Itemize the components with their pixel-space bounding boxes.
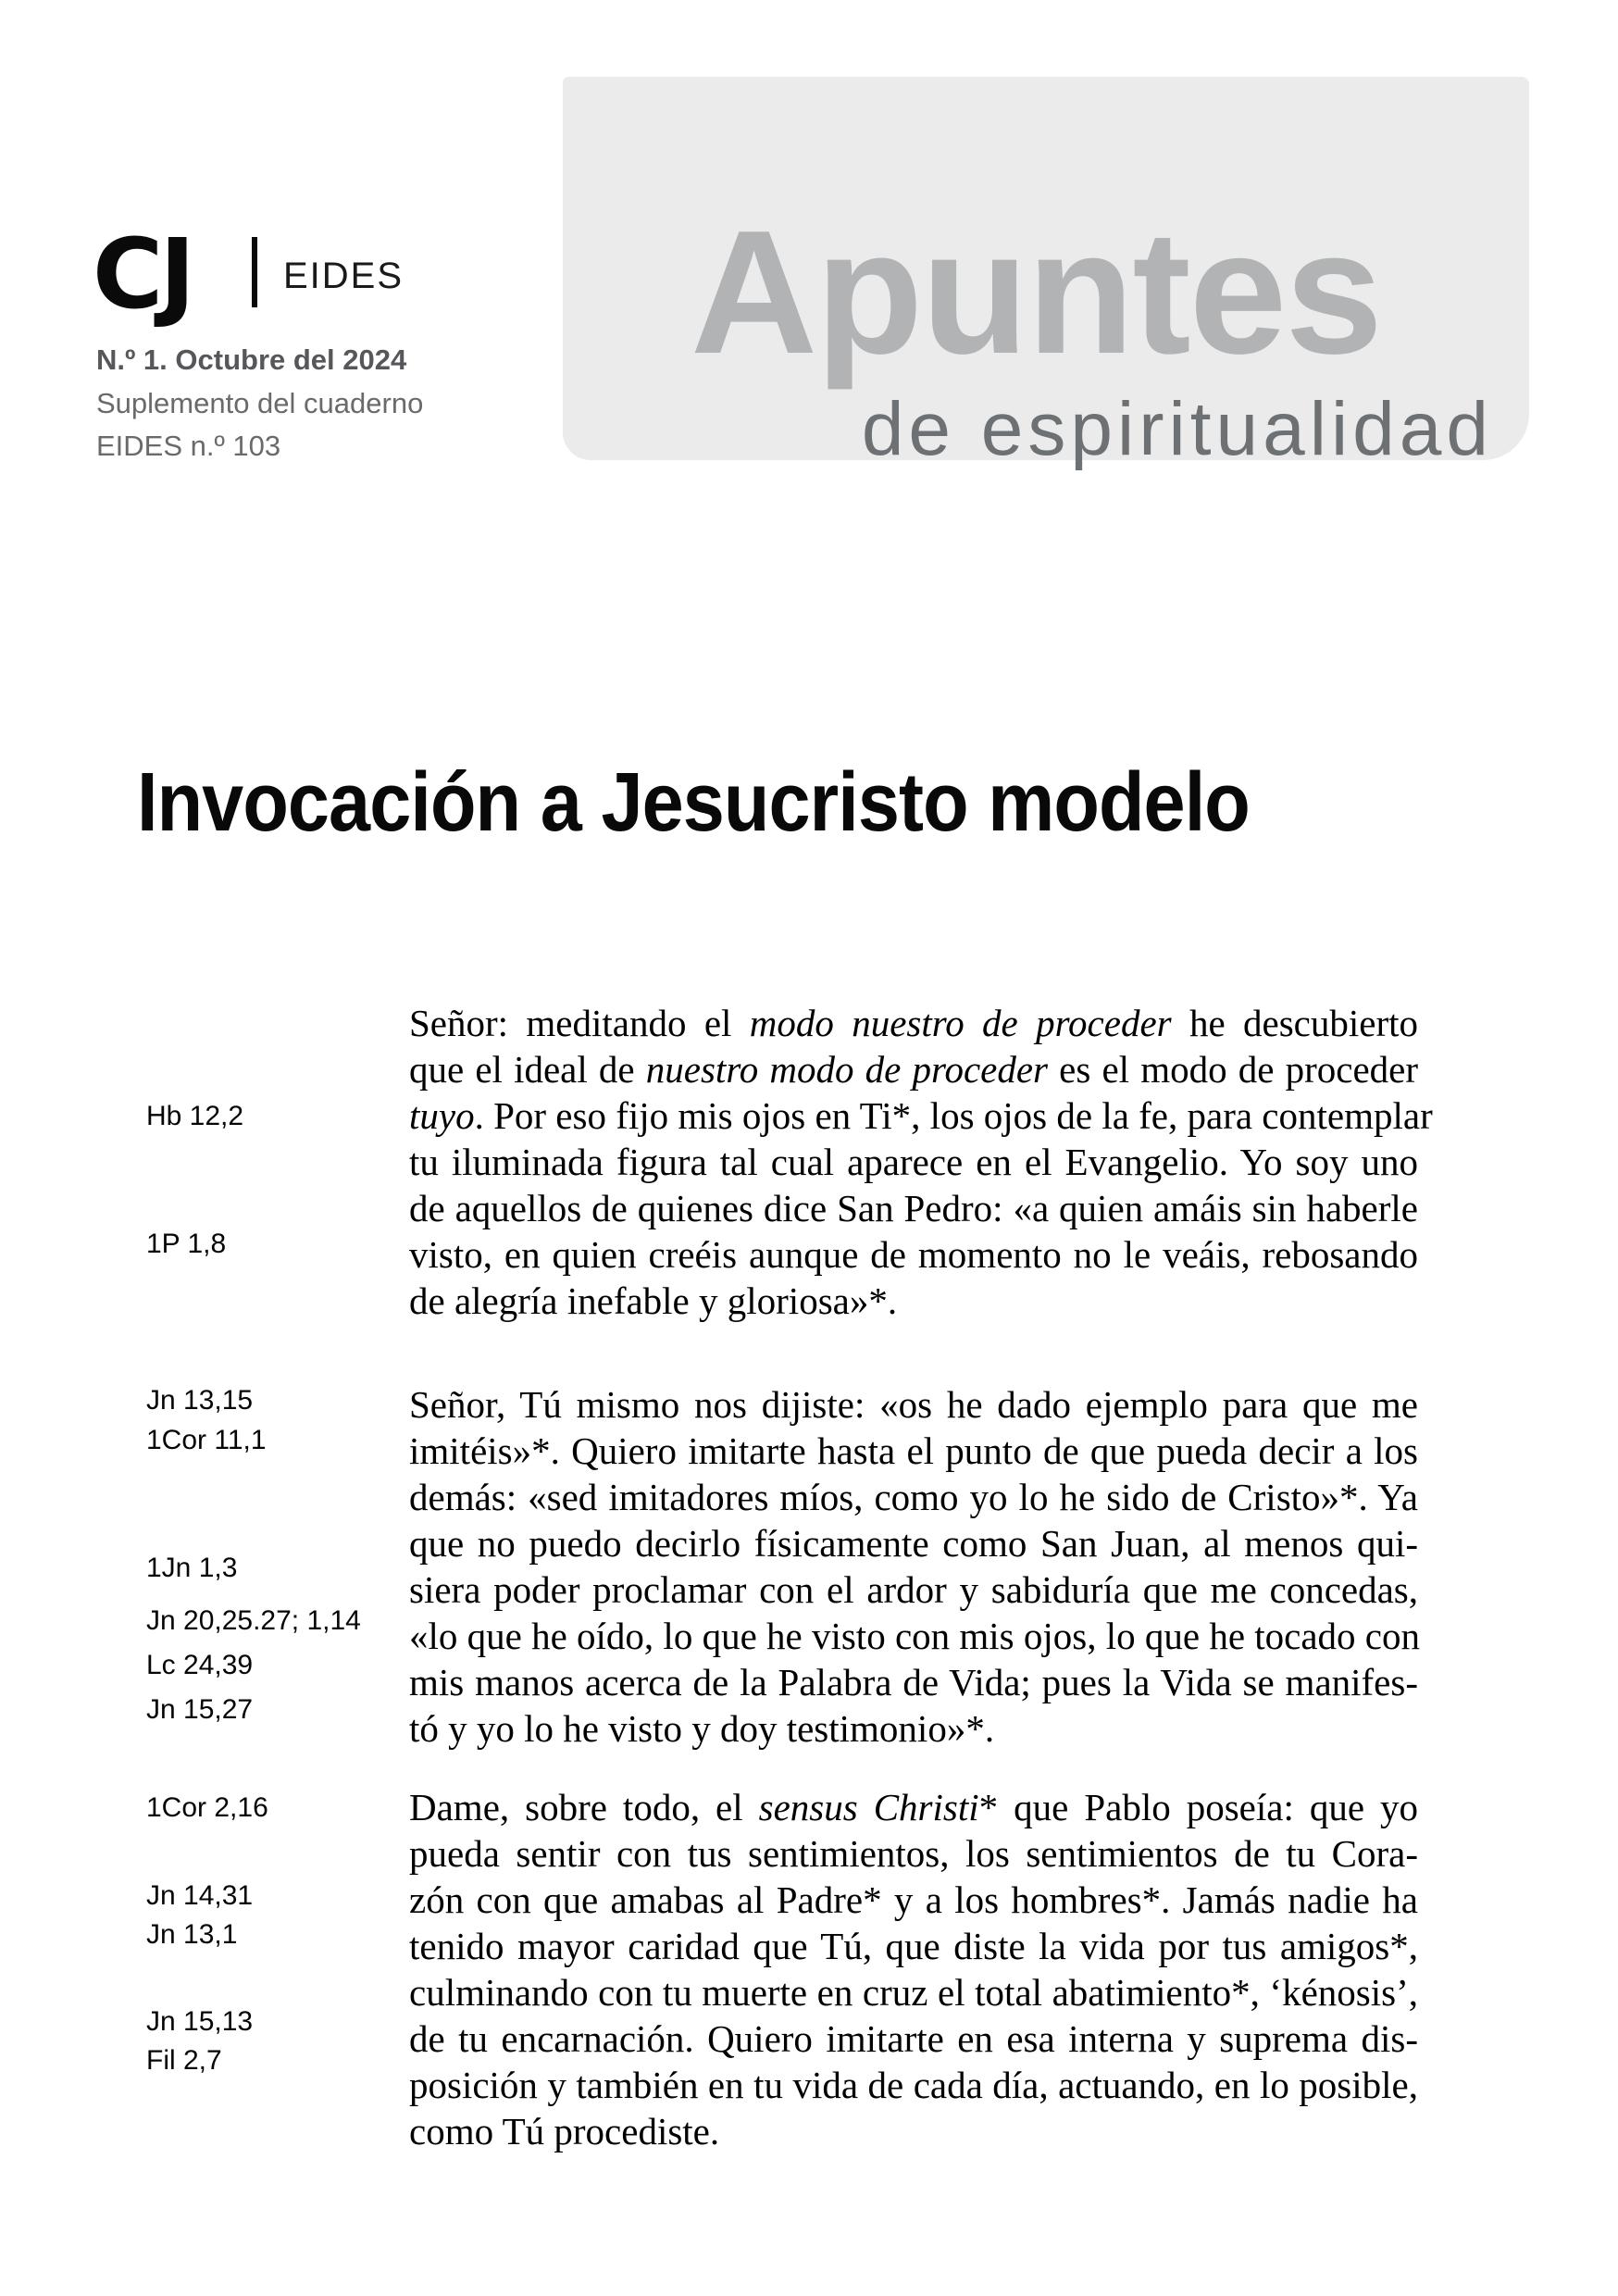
margin-ref: Jn 20,25.27; 1,14 (146, 1605, 361, 1636)
body-line: posición y también en tu vida de cada día, actuando, en lo posible, (409, 2064, 1418, 2106)
body-line: que no puedo decirlo físicamente como San Juan, al menos qui- (409, 1522, 1418, 1565)
body-line: tenido mayor caridad que Tú, que diste la vida por tus amigos*, (409, 1925, 1418, 1967)
body-line: tó y yo lo he visto y doy testimonio»*. (409, 1707, 995, 1750)
body-line: demás: «sed imitadores míos, como yo lo he sido de Cristo»*. Ya (409, 1476, 1418, 1518)
body-line: tuyo. Por eso fijo mis ojos en Ti*, los ojos de la fe, para contemplar (409, 1094, 1433, 1137)
body-line: «lo que he oído, lo que he visto con mis ojos, lo que he tocado con (409, 1615, 1421, 1657)
logo-divider (252, 237, 257, 307)
body-line: visto, en quien creéis aunque de momento no le veáis, rebosando (409, 1233, 1418, 1276)
margin-ref: Jn 13,15 (146, 1385, 254, 1416)
body-line: Señor, Tú mismo nos dijiste: «os he dado ejemplo para que me (409, 1383, 1418, 1426)
body-line: Dame, sobre todo, el sensus Christi* que Pablo poseía: que yo (409, 1786, 1419, 1828)
margin-ref: Jn 13,1 (146, 1919, 238, 1950)
paragraph (409, 1784, 1418, 2154)
margin-ref: Lc 24,39 (146, 1650, 254, 1680)
body-line: imitéis»*. Quiero imitarte hasta el punto de que pueda decir a los (409, 1429, 1418, 1472)
margin-ref: 1Cor 11,1 (146, 1425, 267, 1455)
margin-ref: Jn 15,27 (146, 1694, 254, 1725)
supplement-line: Suplemento del cuaderno (96, 386, 424, 419)
margin-ref: Jn 14,31 (146, 1880, 254, 1911)
body-line: como Tú procediste. (409, 2110, 720, 2152)
margin-ref: Jn 15,13 (146, 2006, 254, 2037)
paragraph (409, 1381, 1421, 1752)
body-line: culminando con tu muerte en cruz el total abatimiento*, ‘kénosis’, (409, 1971, 1418, 2014)
masthead-subtitle: de espiritualidad (861, 387, 1493, 471)
margin-ref: Fil 2,7 (146, 2045, 222, 2076)
masthead-title: Apuntes (691, 194, 1381, 391)
margin-ref: 1Cor 2,16 (146, 1792, 268, 1823)
supplement-line: EIDES n.º 103 (96, 430, 281, 462)
body-line: siera poder proclamar con el ardor y sabiduría que me concedas, (409, 1568, 1418, 1611)
body-line: mis manos acerca de la Palabra de Vida; pues la Vida se manifes- (409, 1661, 1418, 1703)
margin-ref: 1P 1,8 (146, 1229, 227, 1259)
article-title: Invocación a Jesucristo modelo (137, 756, 1250, 850)
body-line: de tu encarnación. Quiero imitarte en esa interna y suprema dis- (409, 2017, 1418, 2060)
body-line: pueda sentir con tus sentimientos, los sentimientos de tu Cora- (409, 1832, 1418, 1875)
brand-name: EIDES (283, 256, 404, 296)
margin-ref: 1Jn 1,3 (146, 1553, 238, 1583)
body-line: Señor: meditando el modo nuestro de proceder he descubierto (409, 1002, 1418, 1044)
issue-line: N.º 1. Octubre del 2024 (96, 343, 407, 376)
body-line: que el ideal de nuestro modo de proceder es el modo de proceder (409, 1048, 1419, 1091)
cj-logo: CJ (93, 218, 193, 331)
body-line: de alegría inefable y gloriosa»*. (409, 1279, 898, 1322)
body-line: zón con que amabas al Padre* y a los hombres*. Jamás nadie ha (409, 1878, 1418, 1921)
publication-info (96, 339, 423, 468)
paragraph (409, 1000, 1433, 1324)
body-line: de aquellos de quienes dice San Pedro: «a quien amáis sin haberle (409, 1187, 1418, 1229)
body-line: tu iluminada figura tal cual aparece en el Evangelio. Yo soy uno (409, 1141, 1418, 1183)
margin-ref: Hb 12,2 (146, 1101, 244, 1131)
